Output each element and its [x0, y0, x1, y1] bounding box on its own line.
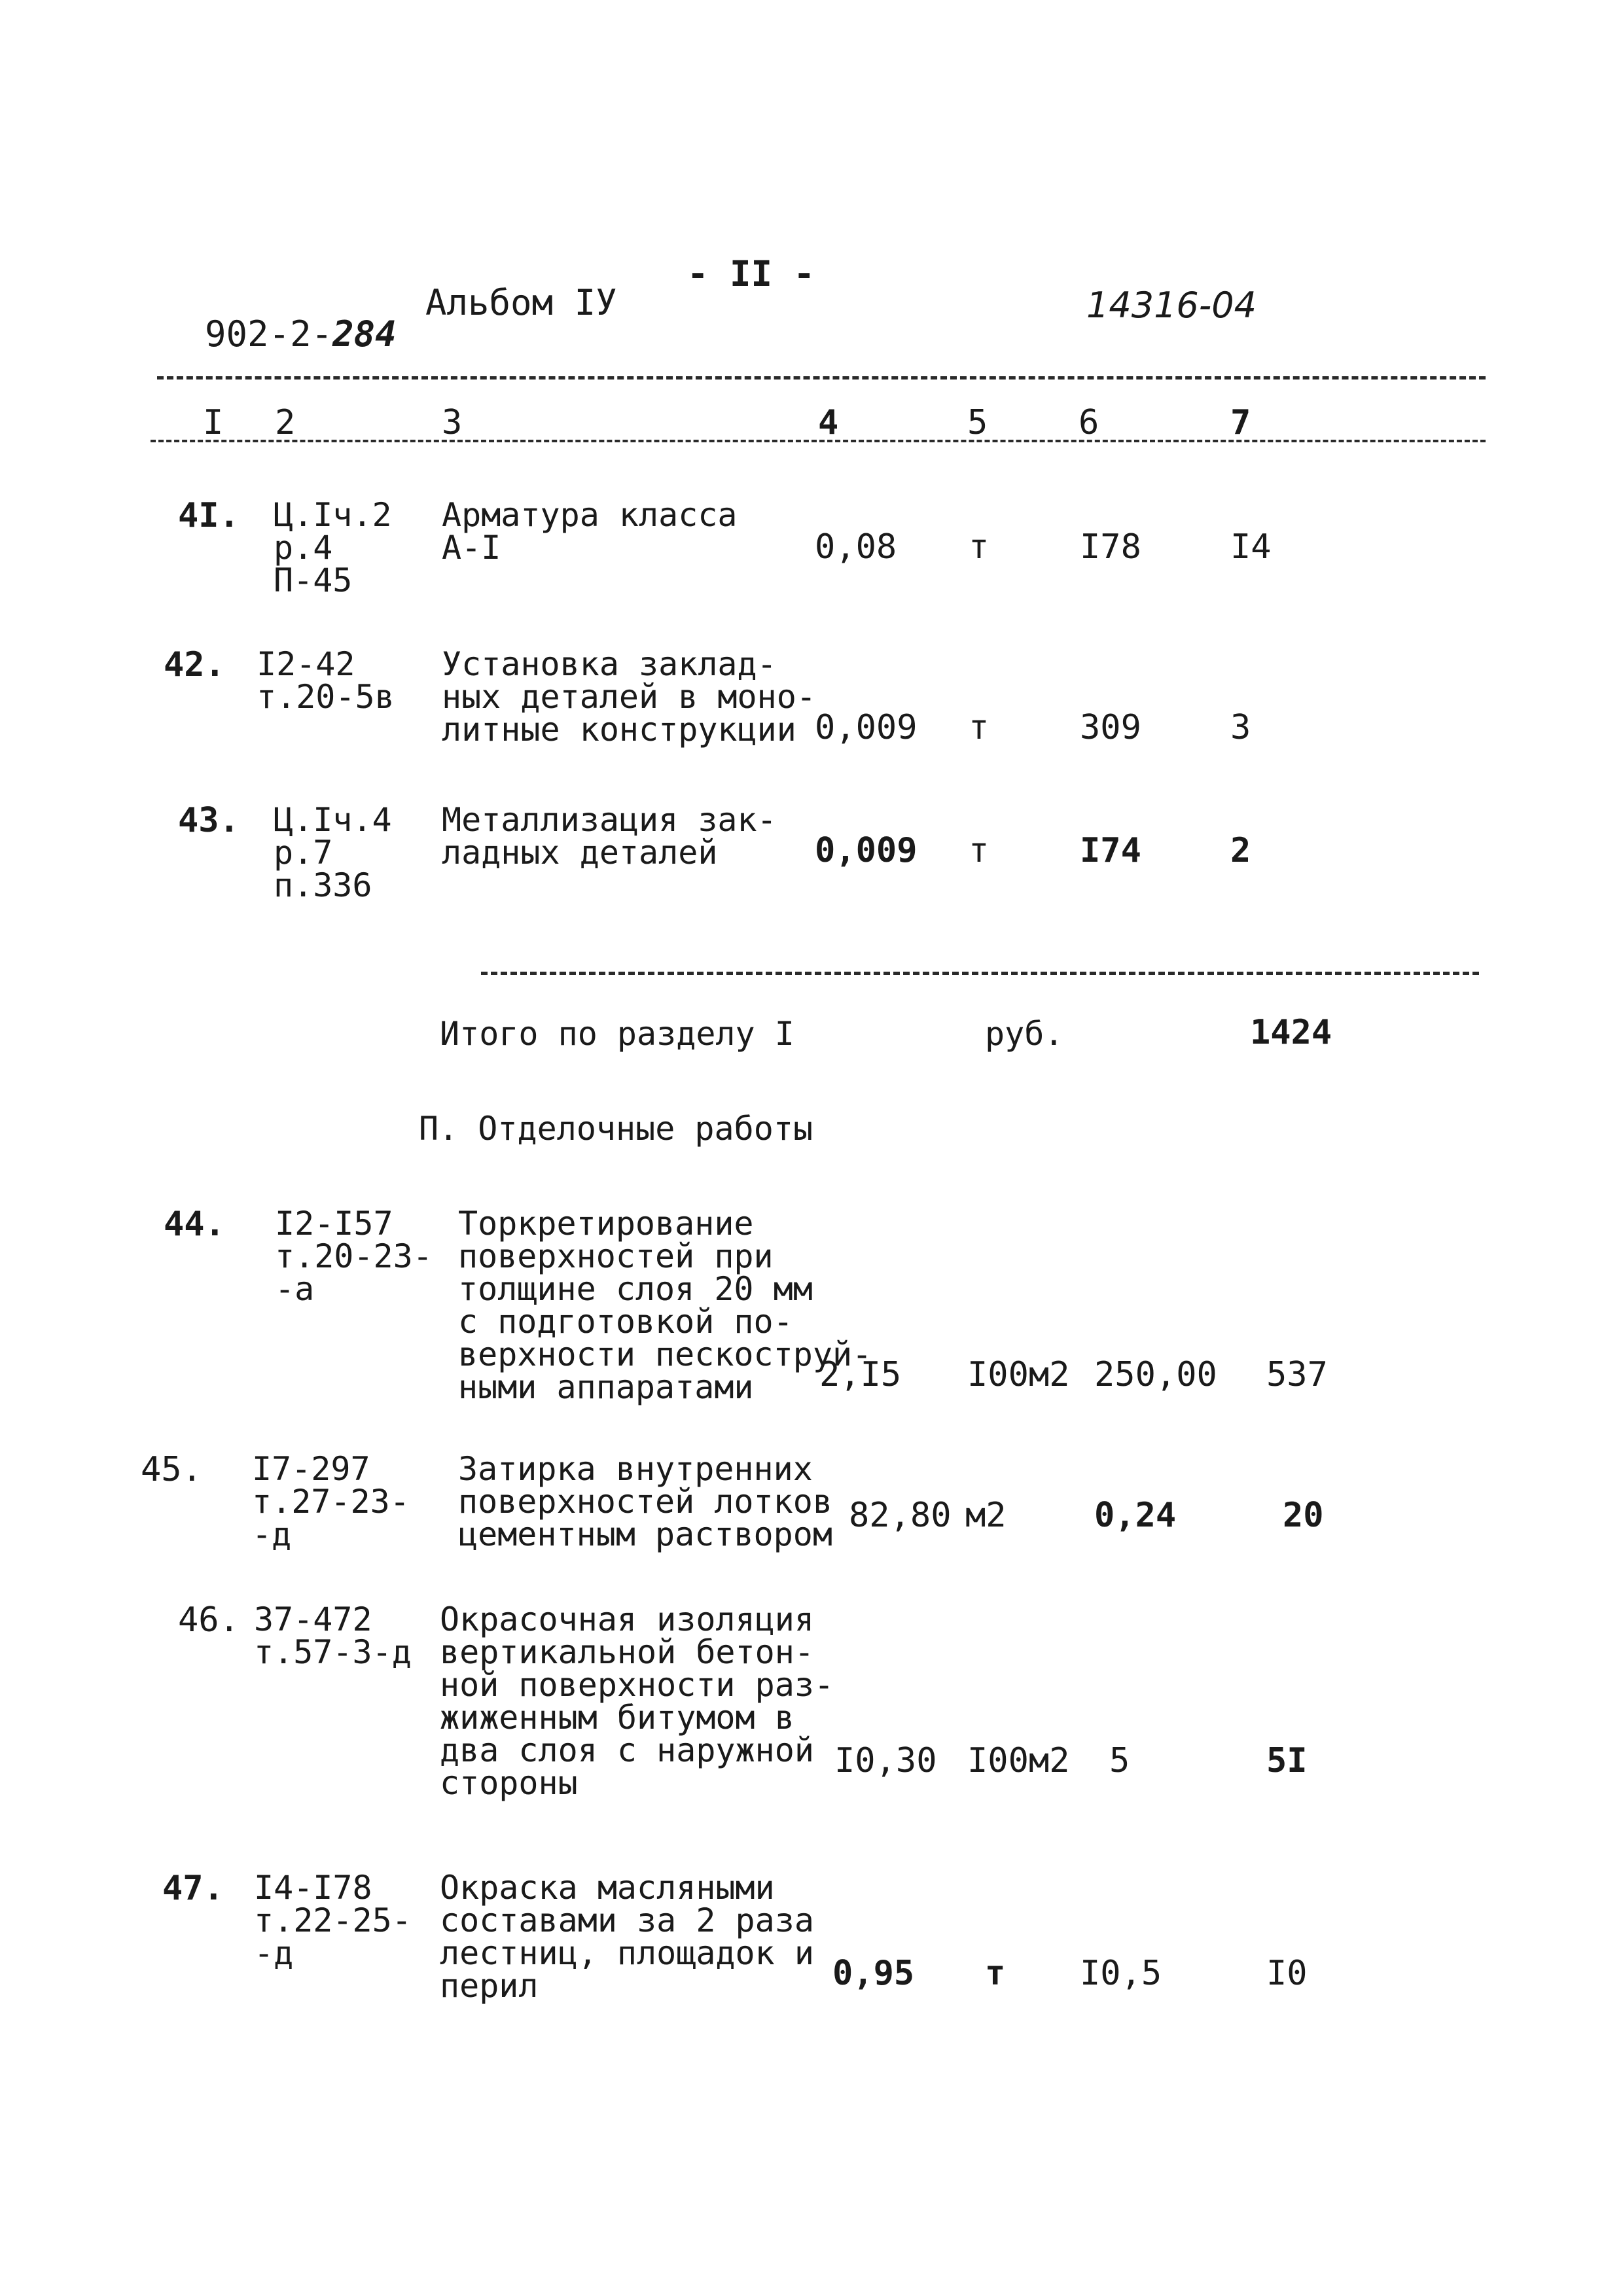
row-cost: 3 — [1230, 708, 1251, 747]
row-number: 47. — [162, 1869, 224, 1908]
document-code — [162, 281, 397, 355]
row-code: Ц.Iч.2 р.4 П-45 — [274, 496, 392, 599]
column-header-7: 7 — [1230, 403, 1251, 442]
row-price: I78 — [1080, 527, 1141, 567]
row-cost: 5I — [1266, 1741, 1308, 1780]
column-header-4: 4 — [818, 403, 839, 442]
row-price: 0,24 — [1094, 1496, 1177, 1535]
document-code-suffix: 284 — [332, 313, 397, 355]
row-number: 42. — [164, 645, 225, 684]
total-separator-rule — [481, 972, 1479, 975]
row-cost: 2 — [1230, 831, 1251, 870]
row-description: Окрасочная изоляция вертикальной бетон- ной поверхности раз- жиженным битумом в два слоя с наружной стороны — [440, 1600, 834, 1802]
album-label: Альбом IУ — [425, 282, 617, 323]
row-price: 250,00 — [1094, 1355, 1217, 1394]
row-cost: I0 — [1266, 1954, 1308, 1993]
row-description: Установка заклад- ных деталей в моно- литные конструкции — [442, 645, 816, 749]
row-cost: 537 — [1266, 1355, 1328, 1394]
header-top-rule — [157, 376, 1486, 380]
row-unit: I00м2 — [967, 1355, 1070, 1394]
column-header-2: 2 — [275, 403, 296, 442]
row-unit: т — [969, 708, 990, 747]
row-code: 37-472 т.57-3-д — [254, 1600, 412, 1671]
row-unit: м2 — [965, 1496, 1007, 1535]
total-label: Итого по разделу I — [440, 1015, 794, 1053]
row-unit: т — [985, 1954, 1006, 1993]
row-unit: т — [969, 527, 990, 567]
column-header-6: 6 — [1079, 403, 1099, 442]
row-price: 5 — [1109, 1741, 1130, 1780]
column-header-5: 5 — [967, 403, 988, 442]
stamp-number: 14316-04 — [1086, 285, 1257, 326]
total-unit: руб. — [985, 1015, 1064, 1053]
row-cost: 20 — [1283, 1496, 1324, 1535]
column-header-3: 3 — [442, 403, 463, 442]
column-header-1: I — [203, 403, 224, 442]
row-cost: I4 — [1230, 527, 1272, 567]
row-description: Затирка внутренних поверхностей лотков цементным раствором — [458, 1450, 832, 1553]
row-code: I2-42 т.20-5в — [257, 645, 395, 716]
row-description: Арматура класса А-I — [442, 496, 738, 567]
row-code: Ц.Iч.4 р.7 п.336 — [274, 801, 392, 904]
row-price: I74 — [1080, 831, 1141, 870]
row-quantity: 0,95 — [832, 1954, 915, 1993]
document-code-prefix: 902-2- — [205, 313, 333, 355]
row-price: 309 — [1080, 708, 1141, 747]
row-quantity: 2,I5 — [819, 1355, 902, 1394]
section-title: П. Отделочные работы — [419, 1110, 813, 1148]
row-code: I7-297 т.27-23- -д — [252, 1450, 410, 1553]
row-description: Торкретирование поверхностей при толщине слоя 20 мм с подготовкой по- верхности пескоструй- ными аппаратами — [458, 1205, 872, 1406]
row-number: 45. — [141, 1450, 202, 1489]
row-unit: I00м2 — [967, 1741, 1070, 1780]
row-number: 44. — [164, 1205, 225, 1244]
row-unit: т — [969, 831, 990, 870]
row-code: I2-I57 т.20-23- -а — [275, 1205, 433, 1308]
row-number: 4I. — [178, 496, 240, 535]
row-quantity: 82,80 — [849, 1496, 952, 1535]
row-quantity: 0,009 — [815, 708, 918, 747]
row-quantity: I0,30 — [834, 1741, 937, 1780]
page-number: - II - — [687, 253, 815, 294]
row-number: 43. — [178, 801, 240, 840]
row-description: Окраска масляными составами за 2 раза лестниц, площадок и перил — [440, 1869, 814, 2005]
row-quantity: 0,08 — [815, 527, 897, 567]
row-price: I0,5 — [1080, 1954, 1162, 1993]
row-quantity: 0,009 — [815, 831, 918, 870]
total-value: 1424 — [1250, 1013, 1332, 1052]
row-number: 46. — [178, 1600, 240, 1640]
row-description: Металлизация зак- ладных деталей — [442, 801, 777, 872]
row-code: I4-I78 т.22-25- -д — [254, 1869, 412, 1972]
